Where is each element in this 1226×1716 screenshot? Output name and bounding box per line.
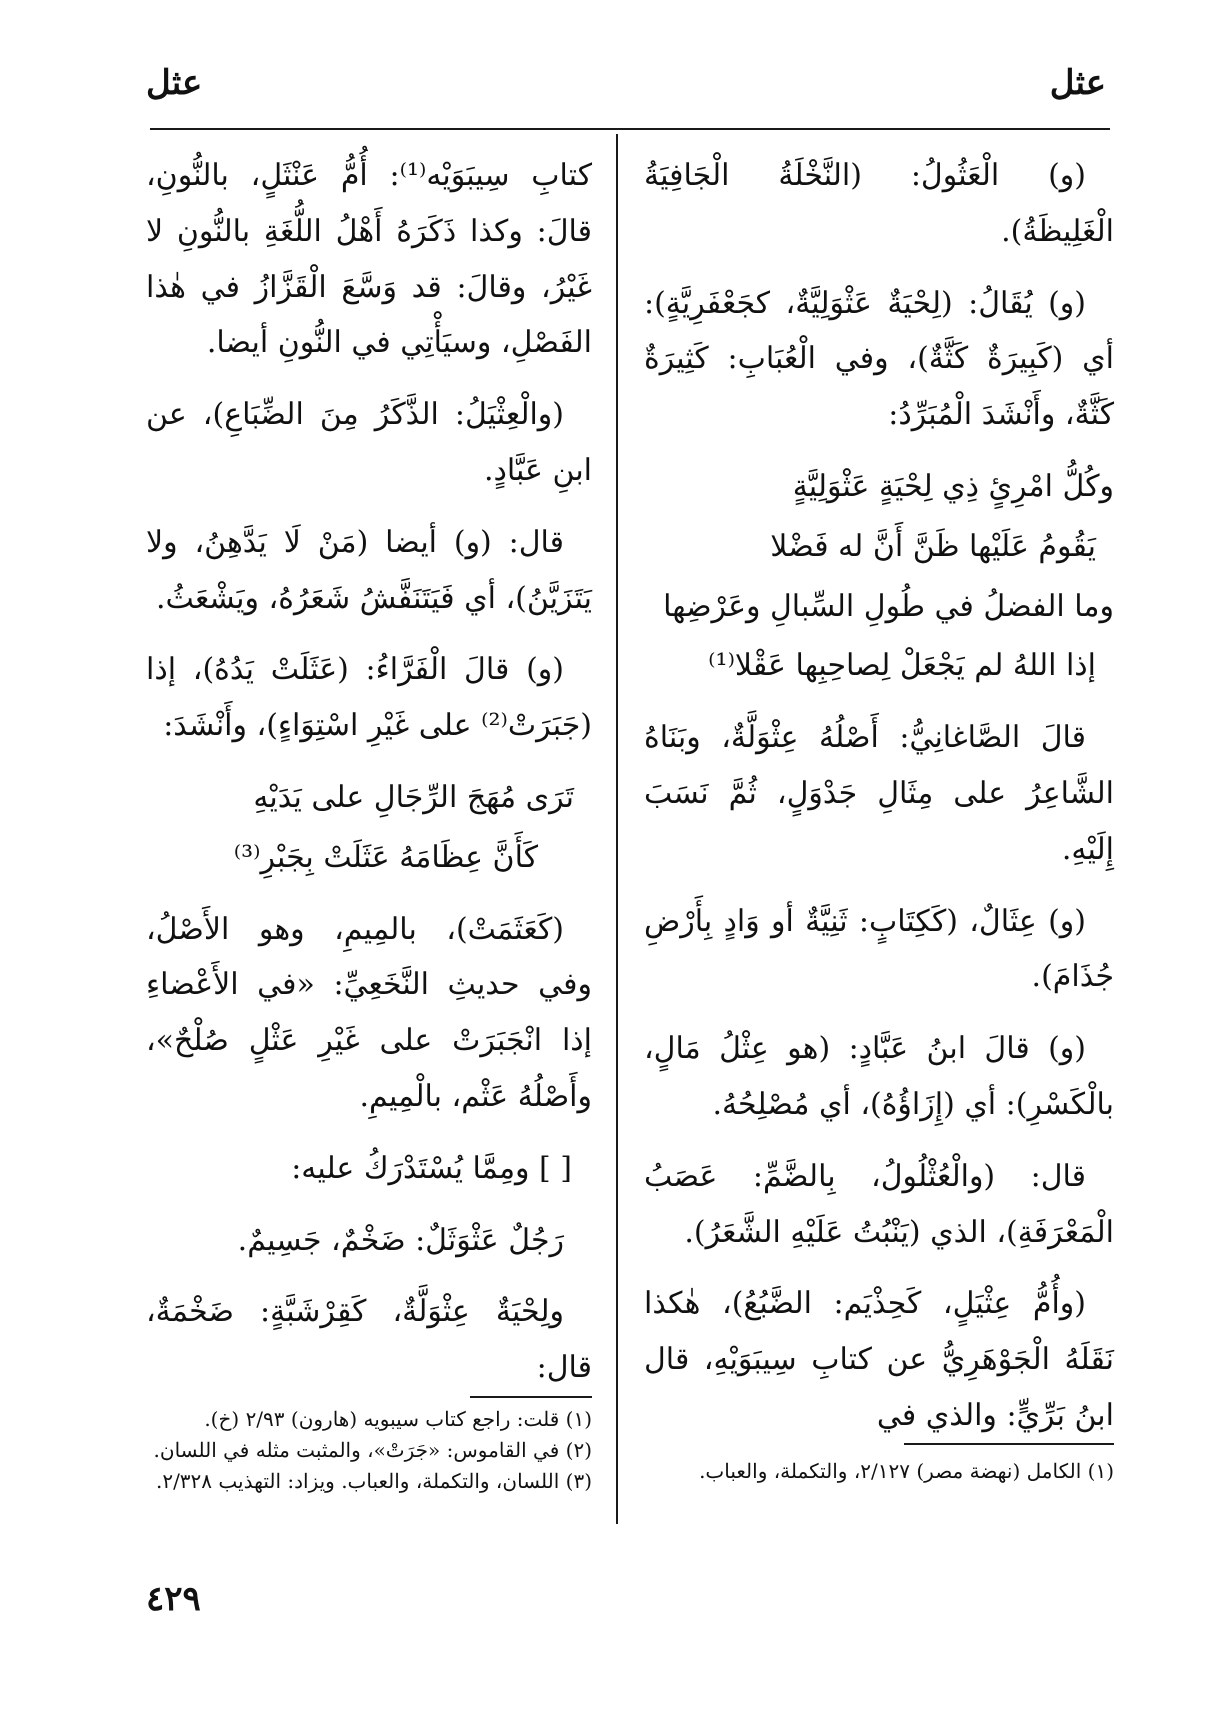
right-paragraph-6: قال: (والْعُثْلُولُ، بِالضَّمِّ: عَصَبُ الْمَعْرَفَةِ)، الذي (يَنْبُتُ عَلَيْهِ الشَّعَرُ). (644, 1158, 1114, 1250)
footnote-right-1: (١) الكامل (نهضة مصر) ٢/١٢٧، والتكملة، والعباب. (699, 1459, 1114, 1483)
left-paragraph-3: قال: (و) أيضا (مَنْ لَا يَدَّهِنُ، ولا يَتَزَيَّنُ)، أي فَيَتَنَفَّشُ شَعَرُهُ، ويَشْعَثُ. (146, 524, 592, 616)
right-paragraph-3: قالَ الصَّاغانِيُّ: أَصْلُهُ عِثْوَلَّةٌ، وبَنَاهُ الشَّاعِرُ على مِثَالِ جَدْوَلٍ، ثُمَّ نَسَبَ إِلَيْهِ. (644, 720, 1114, 867)
footnote-left-2: (٢) في القاموس: «جَرَتْ»، والمثبت مثله في اللسان. (153, 1438, 592, 1462)
footnote-left-1: (١) قلت: راجع كتاب سيبويه (هارون) ٢/٩٣ (خ). (204, 1407, 592, 1431)
footnote-rule-right (904, 1443, 1114, 1445)
left-paragraph-7: رَجُلٌ عَثْوَثَلٌ: ضَخْمٌ، جَسِيمٌ. (237, 1222, 564, 1258)
left-column (146, 148, 592, 1412)
left-paragraph-1: كتابِ سِيبَوَيْه⁽¹⁾: أُمُّ عَنْثَلٍ، بالنُّونِ، قالَ: وكذا ذَكَرَهُ أَهْلُ اللُّغَةِ بالنُّونِ لا غَيْرُ، وقالَ: قد وَسَّعَ الْقَزَّازُ في هٰذا الفَصْلِ، وسيَأْتِي في النُّونِ أيضا. (146, 158, 592, 361)
footnote-rule-left (470, 1396, 592, 1398)
header-rule (150, 128, 1110, 130)
right-column (644, 148, 1114, 1460)
footnotes-right (644, 1456, 1114, 1487)
left-paragraph-5: (كَعَثَمَتْ)، بالمِيمِ، وهو الأَصْلُ، وفي حديثِ النَّخَعِيِّ: «في الأَعْضاءِ إذا انْجَبَرَتْ على غَيْرِ عَثْلٍ صُلْحٌ»، وأَصْلُهُ عَثْم، بالْمِيمِ. (146, 911, 592, 1114)
right-paragraph-1: (و) الْعَثُولُ: (النَّخْلَةُ الْجَافِيَةُ الْغَلِيظَةُ). (644, 158, 1114, 249)
verse-line-1: وكُلُّ امْرِئٍ ذِي لِحْيَةٍ عَثْوَلِيَّةٍ (792, 468, 1114, 504)
left-paragraph-8: ولِحْيَةٌ عِثْوَلَّةٌ، كَقِرْشَبَّةٍ: ضَخْمَةٌ، قال: (146, 1294, 592, 1386)
left-paragraph-2: (والْعِثْيَلُ: الذَّكَرُ مِنَ الضِّبَاعِ)، عن ابنِ عَبَّادٍ. (146, 397, 592, 488)
right-paragraph-4: (و) عِثَالٌ، (كَكِتَابٍ: ثَنِيَّةٌ أو وَادٍ بِأَرْضِ جُذَامَ). (644, 903, 1114, 995)
running-header-left: عثل (146, 63, 203, 103)
verse-line-5: تَرَى مُهَجَ الرِّجَالِ على يَدَيْهِ (253, 779, 574, 815)
footnotes-left (146, 1404, 592, 1497)
verse-line-3: وما الفضلُ في طُولِ السِّبالِ وعَرْضِها (663, 588, 1114, 624)
page-number: ٤٢٩ (146, 1579, 201, 1619)
footnote-left-3: (٣) اللسان، والتكملة، والعباب. ويزاد: التهذيب ٢/٣٢٨. (155, 1469, 592, 1493)
verse-line-2: يَقُومُ عَلَيْها ظَنَّ أَنَّ له فَضْلا (770, 528, 1096, 564)
verse-line-4: إذا اللهُ لم يَجْعَلْ لِصاحِبِها عَقْلا⁽¹⁾ (708, 648, 1096, 684)
left-paragraph-4: (و) قالَ الْفَرَّاءُ: (عَثَلَتْ يَدُهُ)، إذا (جَبَرَتْ⁽²⁾ على غَيْرِ اسْتِوَاءٍ)، وأَنْشَدَ: (146, 652, 592, 744)
right-paragraph-7: (وأُمُّ عِثْيَلٍ، كَحِذْيَم: الضَّبُعُ)، هٰكذا نَقَلَهُ الْجَوْهَرِيُّ عن كتابِ سِيبَوَيْهِ، قال ابنُ بَرِّيٍّ: والذي في (644, 1286, 1114, 1433)
right-paragraph-2: (و) يُقَالُ: (لِحْيَةٌ عَثْوَلِيَّةٌ، كجَعْفَرِيَّةٍ): أي (كَبِيرَةٌ كَثَّةٌ)، وفي الْعُبَابِ: كَثِيرَةٌ كَثَّةٌ، وأَنْشَدَ الْمُبَرِّدُ: (644, 285, 1114, 433)
running-header-right: عثل (1049, 63, 1106, 103)
column-divider (616, 134, 618, 1524)
right-paragraph-5: (و) قالَ ابنُ عَبَّادٍ: (هو عِثْلُ مَالٍ، بالْكَسْرِ): أي (إِزَاؤُهُ)، أي مُصْلِحُهُ. (644, 1031, 1114, 1122)
verse-line-6: كَأَنَّ عِظَامَهُ عَثَلَتْ بِجَبْرِ⁽³⁾ (233, 839, 538, 875)
left-paragraph-6: [ ] ومِمَّا يُسْتَدْرَكُ عليه: (291, 1150, 572, 1186)
